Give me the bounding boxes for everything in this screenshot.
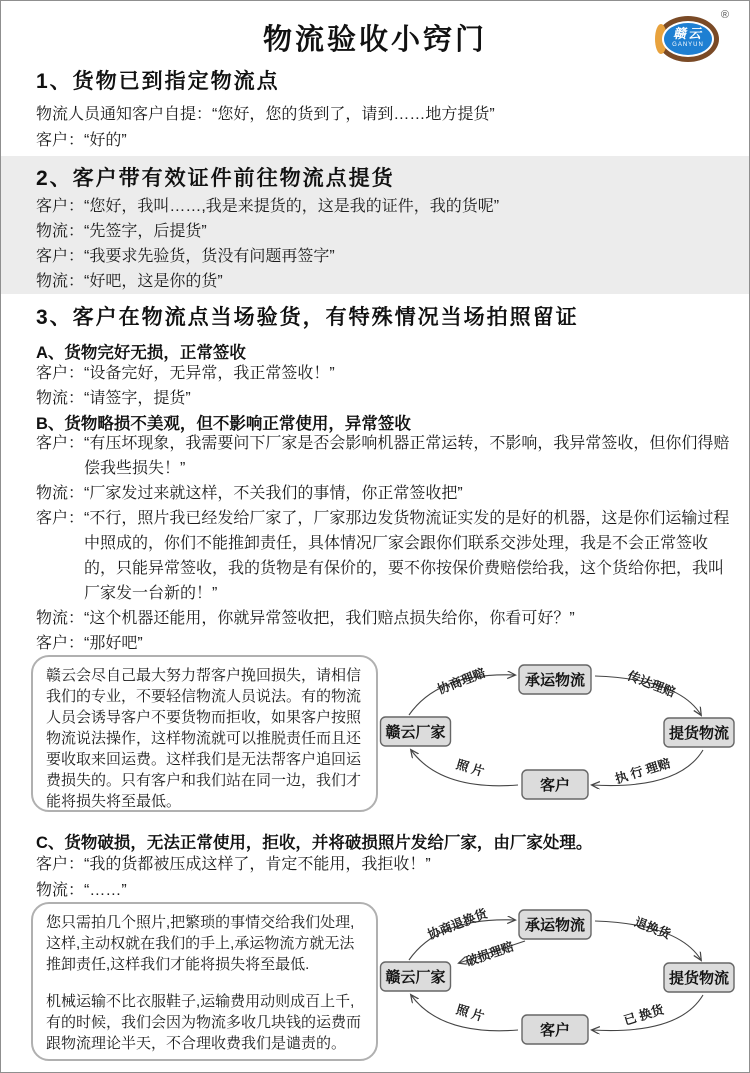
dialogue-line — [36, 269, 749, 294]
dialogue-line — [36, 361, 749, 386]
dialogue-text: “我的货都被压成这样了，肯定不能用，我拒收！” — [84, 856, 431, 873]
section-2-heading: 2、客户带有效证件前往物流点提货 — [36, 167, 395, 190]
edge-label: 协商理赔 — [435, 665, 488, 697]
note-text: 您只需拍几个照片,把繁琐的事情交给我们处理,这样,主动权就在我们的手上,承运物流方就无法推卸责任,这样我们才能将损失将至最低. — [46, 914, 355, 973]
dialogue-line — [36, 194, 749, 219]
node-label: 提货物流 — [668, 725, 730, 742]
edge-label: 传达理赔 — [625, 668, 678, 700]
edge-label: 执 行 理赔 — [613, 756, 673, 787]
subsection-b-heading: B、货物略损不美观，但不影响正常使用，异常签收 — [36, 415, 411, 433]
dialogue-line — [36, 852, 749, 878]
dialogue-text: “不行，照片我已经发给厂家了，厂家那边发货物流证实发的是好的机器，这是你们运输过程中照成的，你们不能推卸责任，具体情况厂家会跟你们联系交涉处理，我是不会正常签收的，只能异常签收，我的货物是有保价的，要不你按保价费赔偿给我，这个货给你把，我叫厂家发一台新的！” — [84, 510, 730, 602]
dialogue-line — [36, 606, 749, 631]
node-label: 客户 — [539, 777, 571, 794]
speaker-label: 物流： — [36, 882, 85, 899]
edge-label: 破损理赔 — [463, 939, 516, 969]
note-box-claim — [31, 655, 378, 812]
logo-text-en: GANYUN — [672, 42, 704, 48]
edge-label: 已 换货 — [622, 1002, 666, 1028]
dialogue-text: “那好吧” — [84, 635, 143, 652]
subsection-b-dialogue — [1, 431, 749, 656]
speaker-label: 客户： — [36, 856, 85, 873]
edge-label: 照 片 — [454, 757, 486, 780]
dialogue-text: “厂家发过来就这样，不关我们的事情，你正常签收把” — [84, 485, 463, 502]
dialogue-text: “好的” — [84, 132, 127, 149]
claim-flow-diagram — [379, 653, 746, 816]
speaker-label: 客户： — [36, 635, 85, 652]
speaker-label: 客户： — [36, 132, 85, 149]
speaker-label: 客户： — [36, 365, 85, 382]
dialogue-text: “……” — [84, 882, 127, 899]
page-title: 物流验收小窍门 — [262, 24, 487, 56]
note-box-reject — [31, 902, 378, 1061]
dialogue-text: “先签字，后提货” — [84, 223, 207, 240]
node-label: 承运物流 — [524, 917, 586, 934]
brand-logo — [657, 9, 729, 65]
subsection-c-dialogue — [1, 852, 749, 904]
note-text: 赣云会尽自己最大努力帮客户挽回损失，请相信我们的专业，不要轻信物流人员说法。有的物流人员会诱导客户不要货物而拒收，如果客户按照物流说法操作，这样物流就可以推脱责任而且还要收取来回运费。这样我们是无法帮客户追回运费损失的。只有客户和我们站在同一边，我们才能将损失将至最低。 — [46, 667, 362, 810]
node-label: 客户 — [539, 1022, 571, 1039]
subsection-c-heading: C、货物破损，无法正常使用，拒收，并将破损照片发给厂家，由厂家处理。 — [36, 834, 593, 852]
speaker-label: 物流： — [36, 273, 85, 290]
dialogue-text: “有压坏现象，我需要问下厂家是否会影响机器正常运转，不影响，我异常签收，但你们得赔偿我些损失！” — [84, 435, 730, 477]
node-label: 赣云厂家 — [385, 969, 446, 986]
dialogue-line — [36, 481, 749, 506]
registered-mark: ® — [720, 9, 729, 21]
speaker-label: 客户： — [36, 198, 85, 215]
dialogue-line — [36, 219, 749, 244]
section-3-heading: 3、客户在物流点当场验货，有特殊情况当场拍照留证 — [36, 306, 579, 329]
subsection-a-dialogue — [1, 361, 749, 411]
dialogue-line — [36, 244, 749, 269]
edge-label: 照 片 — [454, 1002, 486, 1025]
speaker-label: 客户： — [36, 435, 85, 452]
speaker-label: 客户： — [36, 510, 85, 527]
speaker-label: 客户： — [36, 248, 85, 265]
node-label: 赣云厂家 — [385, 724, 446, 741]
logo-text-cn: 赣云 — [672, 26, 703, 41]
dialogue-text: “好吧，这是你的货” — [84, 273, 223, 290]
dialogue-line — [36, 506, 749, 606]
dialogue-line — [36, 386, 749, 411]
return-flow-diagram — [379, 898, 746, 1066]
speaker-label: 物流： — [36, 610, 85, 627]
dialogue-text: “您好，我叫……,我是来提货的，这是我的证件，我的货呢” — [84, 198, 500, 215]
dialogue-text: “我要求先验货，货没有问题再签字” — [84, 248, 335, 265]
section-1-dialogue — [1, 102, 749, 154]
section-2-dialogue — [1, 194, 749, 294]
dialogue-text: “设备完好，无异常，我正常签收！” — [84, 365, 335, 382]
section-2-band — [1, 156, 749, 294]
dialogue-text: “请签字，提货” — [84, 390, 191, 407]
speaker-label: 物流： — [36, 390, 85, 407]
edge-label: 协商退换货 — [425, 906, 490, 943]
logo-oval — [662, 21, 714, 57]
note-text: 机械运输不比衣服鞋子,运输费用动则成百上千,有的时候，我们会因为物流多收几块钱的运费而跟物流理论半天，不合理收费我们是谴责的。 — [46, 993, 362, 1052]
dialogue-text: “您好，您的货到了，请到……地方提货” — [212, 106, 495, 123]
speaker-label: 物流： — [36, 485, 85, 502]
node-label: 承运物流 — [524, 672, 586, 689]
speaker-label: 物流： — [36, 223, 85, 240]
logo-ring — [657, 16, 719, 62]
edge-label: 退换货 — [632, 915, 673, 942]
dialogue-line — [36, 102, 749, 128]
dialogue-line — [36, 431, 749, 481]
speaker-label: 物流人员通知客户自提： — [36, 106, 213, 123]
dialogue-line — [36, 128, 749, 154]
dialogue-text: “这个机器还能用，你就异常签收把，我们赔点损失给你，你看可好？” — [84, 610, 575, 627]
node-label: 提货物流 — [668, 970, 730, 987]
subsection-a-heading: A、货物完好无损，正常签收 — [36, 344, 246, 362]
section-1-heading: 1、货物已到指定物流点 — [36, 70, 280, 93]
